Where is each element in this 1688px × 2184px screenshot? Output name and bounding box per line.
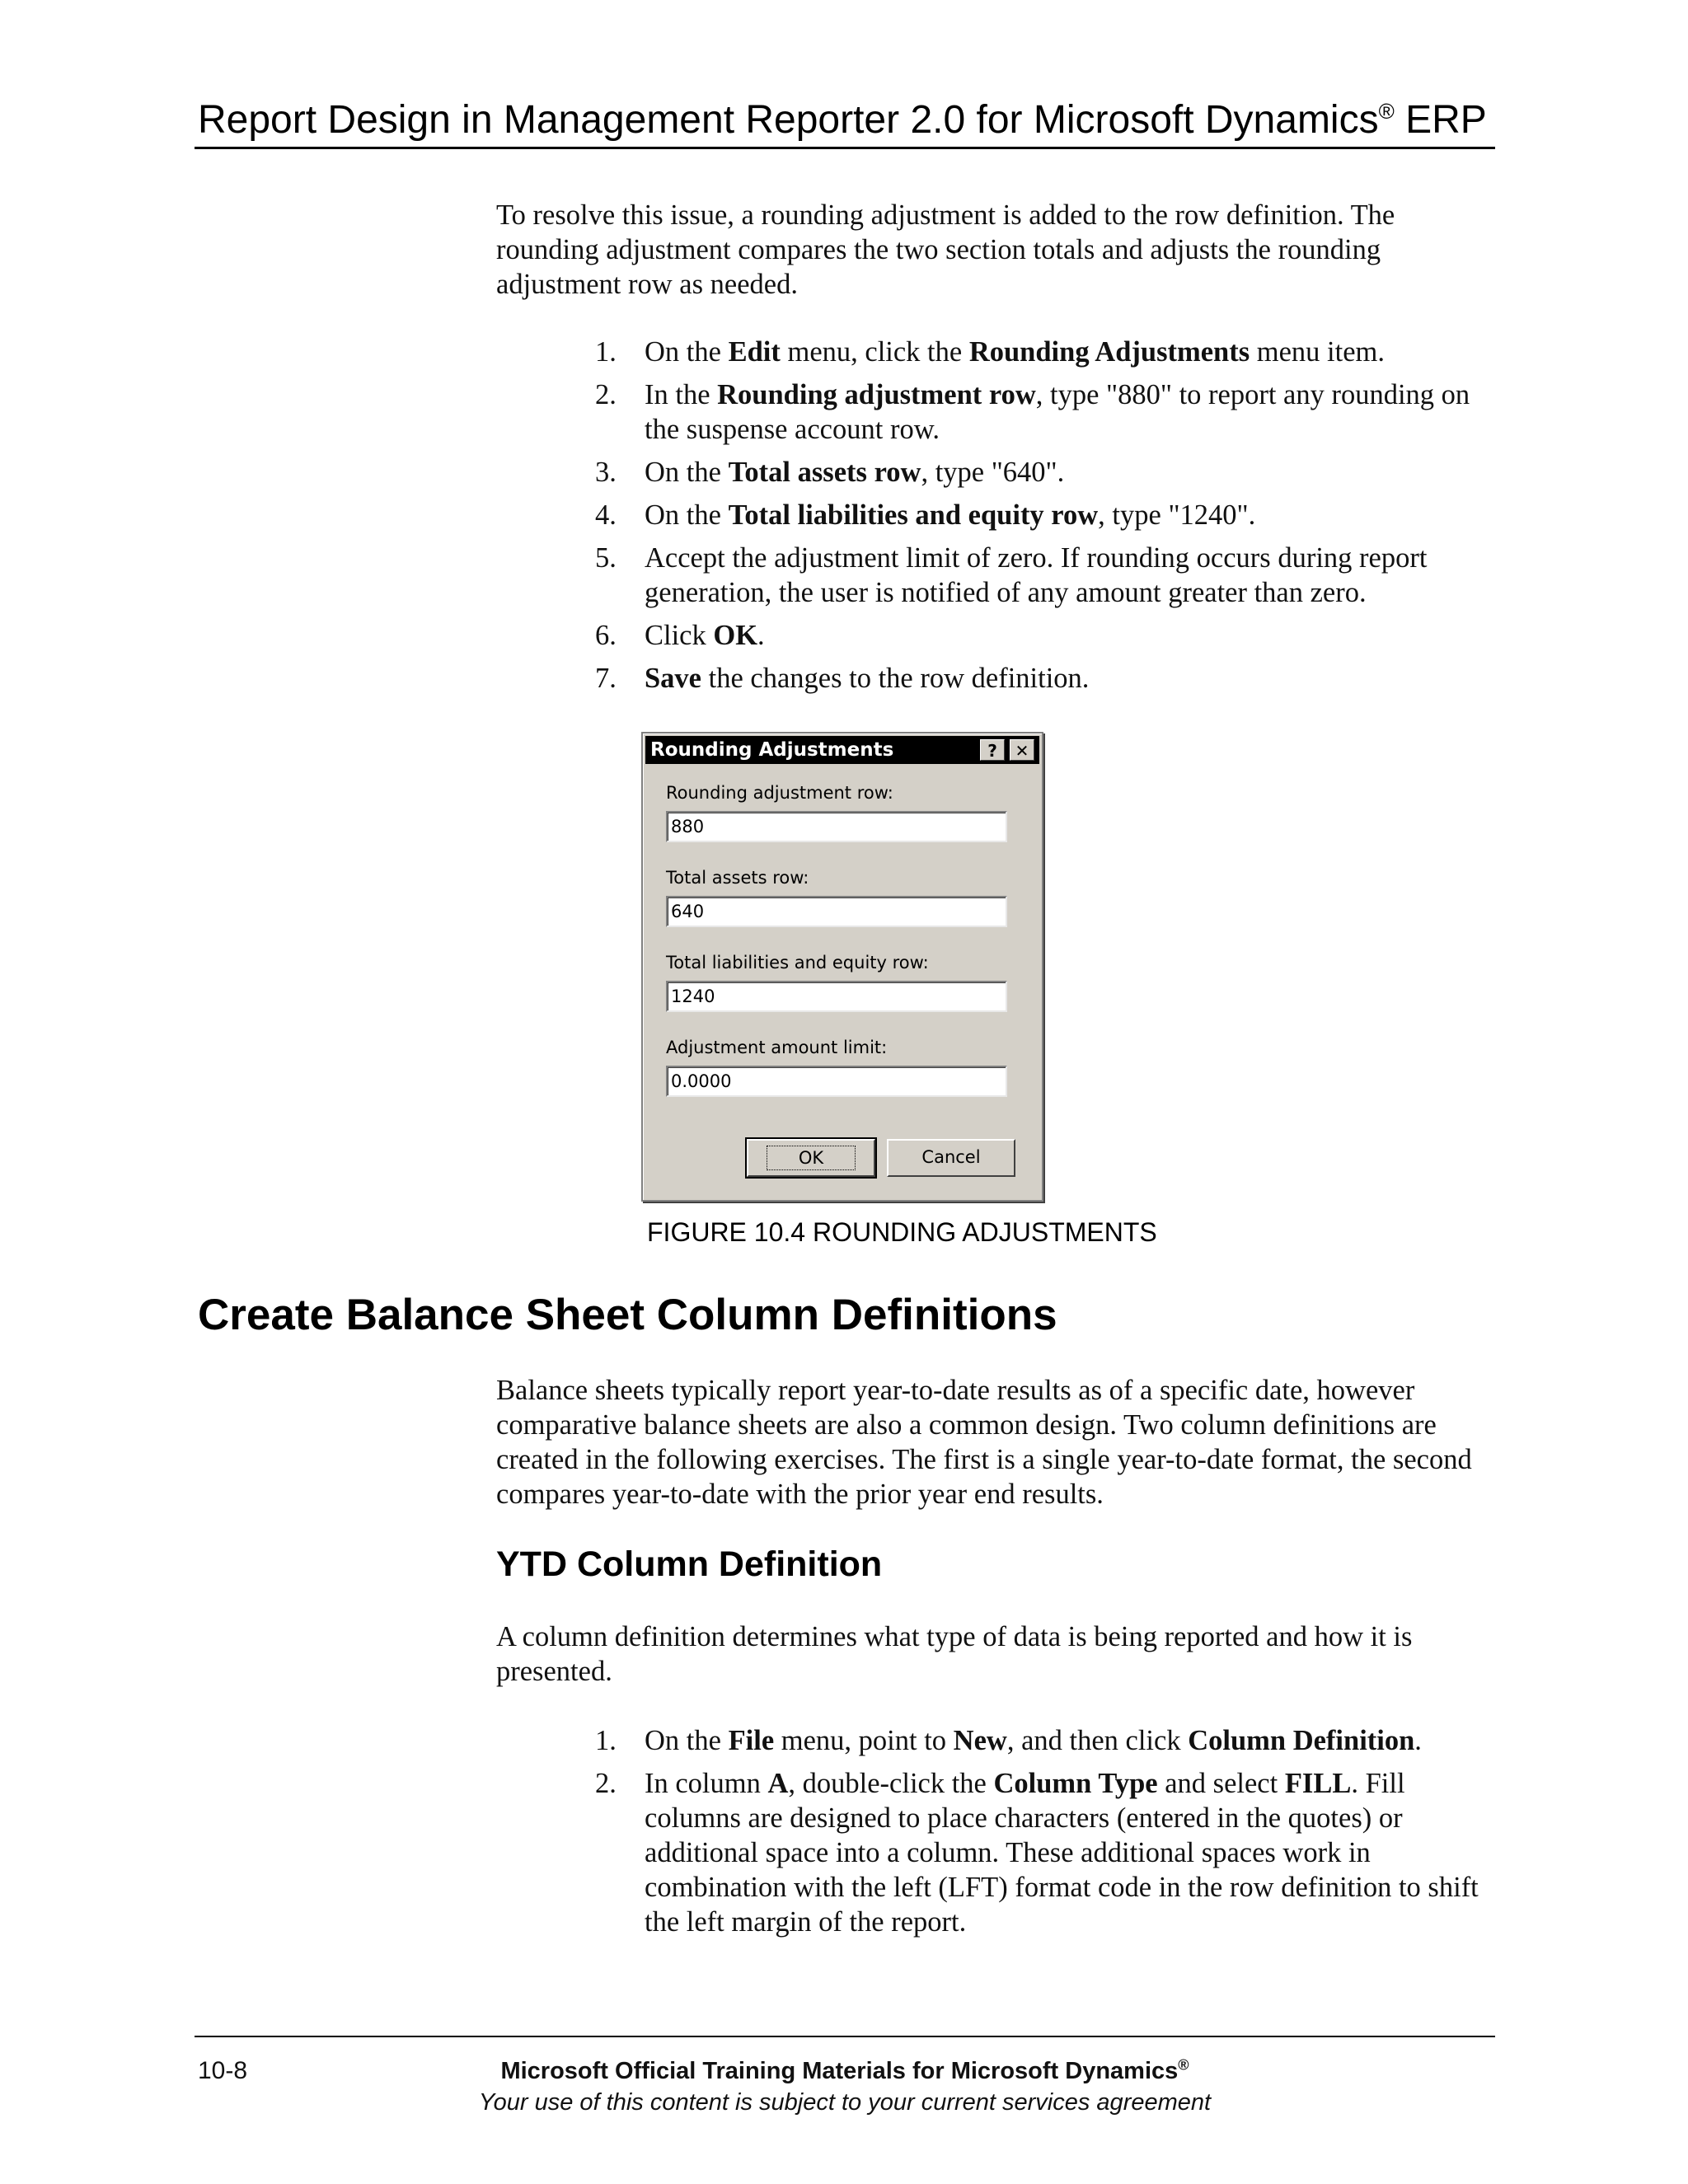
step-number: 1. (595, 336, 617, 368)
header-rule (195, 147, 1495, 149)
step-bold-text: A (767, 1768, 789, 1799)
intro-paragraph: To resolve this issue, a rounding adjustment is added to the row definition. The rounding adjustment compares the two section totals and adjusts the rounding adjustment row as needed. (496, 199, 1395, 300)
total-liabilities-label: Total liabilities and equity row: (666, 953, 929, 972)
step-text: menu, click the (780, 336, 969, 368)
step-item (585, 335, 1500, 369)
help-button[interactable]: ? (980, 739, 1005, 761)
step-item (585, 498, 1500, 532)
step-text: . Fill columns are designed to place characters (entered in the quotes) or additional space into a column. These additional spaces work in combination with the left (LFT) format code in the row definition to shift the left margin of the report. (645, 1768, 1479, 1938)
footer-registered-mark: ® (1178, 2056, 1189, 2074)
section-heading: Create Balance Sheet Column Definitions (198, 1291, 1057, 1339)
ok-button-label: OK (767, 1146, 856, 1170)
ok-button[interactable] (747, 1139, 875, 1177)
step-number: 5. (595, 542, 617, 574)
step-text: . (1414, 1725, 1422, 1756)
step-text: , type "1240". (1098, 499, 1256, 531)
step-bold-text: Total liabilities and equity row (728, 499, 1099, 531)
step-item (585, 1723, 1500, 1758)
header-title: Report Design in Management Reporter 2.0 for Microsoft Dynamics (198, 98, 1379, 142)
step-text: , type "640". (921, 457, 1065, 488)
total-liabilities-input[interactable]: 1240 (666, 981, 1007, 1012)
rounding-adjustments-dialog (641, 732, 1043, 1202)
close-button[interactable]: ✕ (1010, 739, 1034, 761)
step-text: On the (645, 336, 729, 368)
step-text: On the (645, 1725, 729, 1756)
total-assets-label: Total assets row: (666, 868, 809, 888)
step-bold-text: File (728, 1725, 775, 1756)
step-number: 6. (595, 620, 617, 651)
step-bold-text: Column Type (993, 1768, 1158, 1799)
footer-title-text: Microsoft Official Training Materials for Microsoft Dynamics (500, 2058, 1179, 2084)
step-number: 7. (595, 663, 617, 694)
step-item (585, 541, 1500, 610)
step-bold-text: Column Definition (1188, 1725, 1415, 1756)
step-text: In column (645, 1768, 768, 1799)
header-registered-mark: ® (1378, 99, 1395, 124)
step-text: menu item. (1250, 336, 1385, 368)
cancel-button[interactable]: Cancel (887, 1139, 1015, 1177)
step-bold-text: OK (713, 620, 758, 651)
step-text: and select (1157, 1768, 1285, 1799)
footer-subtitle: Your use of this content is subject to your current services agreement (478, 2089, 1212, 2116)
step-bold-text: Save (645, 663, 701, 694)
step-text: menu, point to (774, 1725, 954, 1756)
rounding-steps-list (585, 335, 1500, 704)
subsection-paragraph: A column definition determines what type of data is being reported and how it is presented. (496, 1621, 1413, 1687)
page-number: 10-8 (198, 2057, 248, 2084)
footer-title (330, 2057, 1360, 2085)
rounding-row-label: Rounding adjustment row: (666, 783, 893, 803)
step-item (585, 618, 1500, 653)
total-assets-input[interactable]: 640 (666, 896, 1007, 927)
header-suffix: ERP (1394, 98, 1487, 142)
section-paragraph: Balance sheets typically report year-to-date results as of a specific date, however comparative balance sheets are also a common design. Two column definitions are created in the following exercises. The first is a single year-to-date format, the second compares year-to-date with the prior year end results. (496, 1375, 1472, 1510)
step-item (585, 455, 1500, 490)
step-text: the changes to the row definition. (701, 663, 1090, 694)
step-bold-text: Rounding adjustment row (717, 379, 1036, 410)
step-number: 3. (595, 457, 617, 488)
step-item (585, 661, 1500, 696)
step-number: 1. (595, 1725, 617, 1756)
step-text: In the (645, 379, 718, 410)
dialog-titlebar (645, 736, 1039, 764)
column-steps-list (585, 1723, 1500, 1947)
step-bold-text: Edit (728, 336, 781, 368)
step-text: , type "880" to report any rounding on the suspense account row. (645, 379, 1470, 445)
step-bold-text: New (953, 1725, 1007, 1756)
step-bold-text: Total assets row (728, 457, 921, 488)
step-text: . (757, 620, 765, 651)
step-number: 4. (595, 499, 617, 531)
step-text: Click (645, 620, 714, 651)
step-text: , and then click (1006, 1725, 1189, 1756)
step-number: 2. (595, 1768, 617, 1799)
step-bold-text: FILL (1284, 1768, 1352, 1799)
step-text: On the (645, 457, 729, 488)
step-item (585, 377, 1500, 447)
footer-rule (195, 2036, 1495, 2037)
subsection-heading: YTD Column Definition (496, 1544, 883, 1584)
figure-caption: FIGURE 10.4 ROUNDING ADJUSTMENTS (647, 1217, 1157, 1247)
step-bold-text: Rounding Adjustments (968, 336, 1250, 368)
adjustment-limit-label: Adjustment amount limit: (666, 1038, 888, 1057)
page-header (198, 97, 1492, 143)
step-number: 2. (595, 379, 617, 410)
dialog-title: Rounding Adjustments (650, 739, 894, 761)
adjustment-limit-input[interactable]: 0.0000 (666, 1066, 1007, 1097)
step-text: , double-click the (788, 1768, 994, 1799)
step-text: On the (645, 499, 729, 531)
step-text: Accept the adjustment limit of zero. If rounding occurs during report generation, the user is notified of any amount greater than zero. (645, 542, 1428, 608)
step-item (585, 1766, 1500, 1939)
rounding-row-input[interactable]: 880 (666, 811, 1007, 842)
